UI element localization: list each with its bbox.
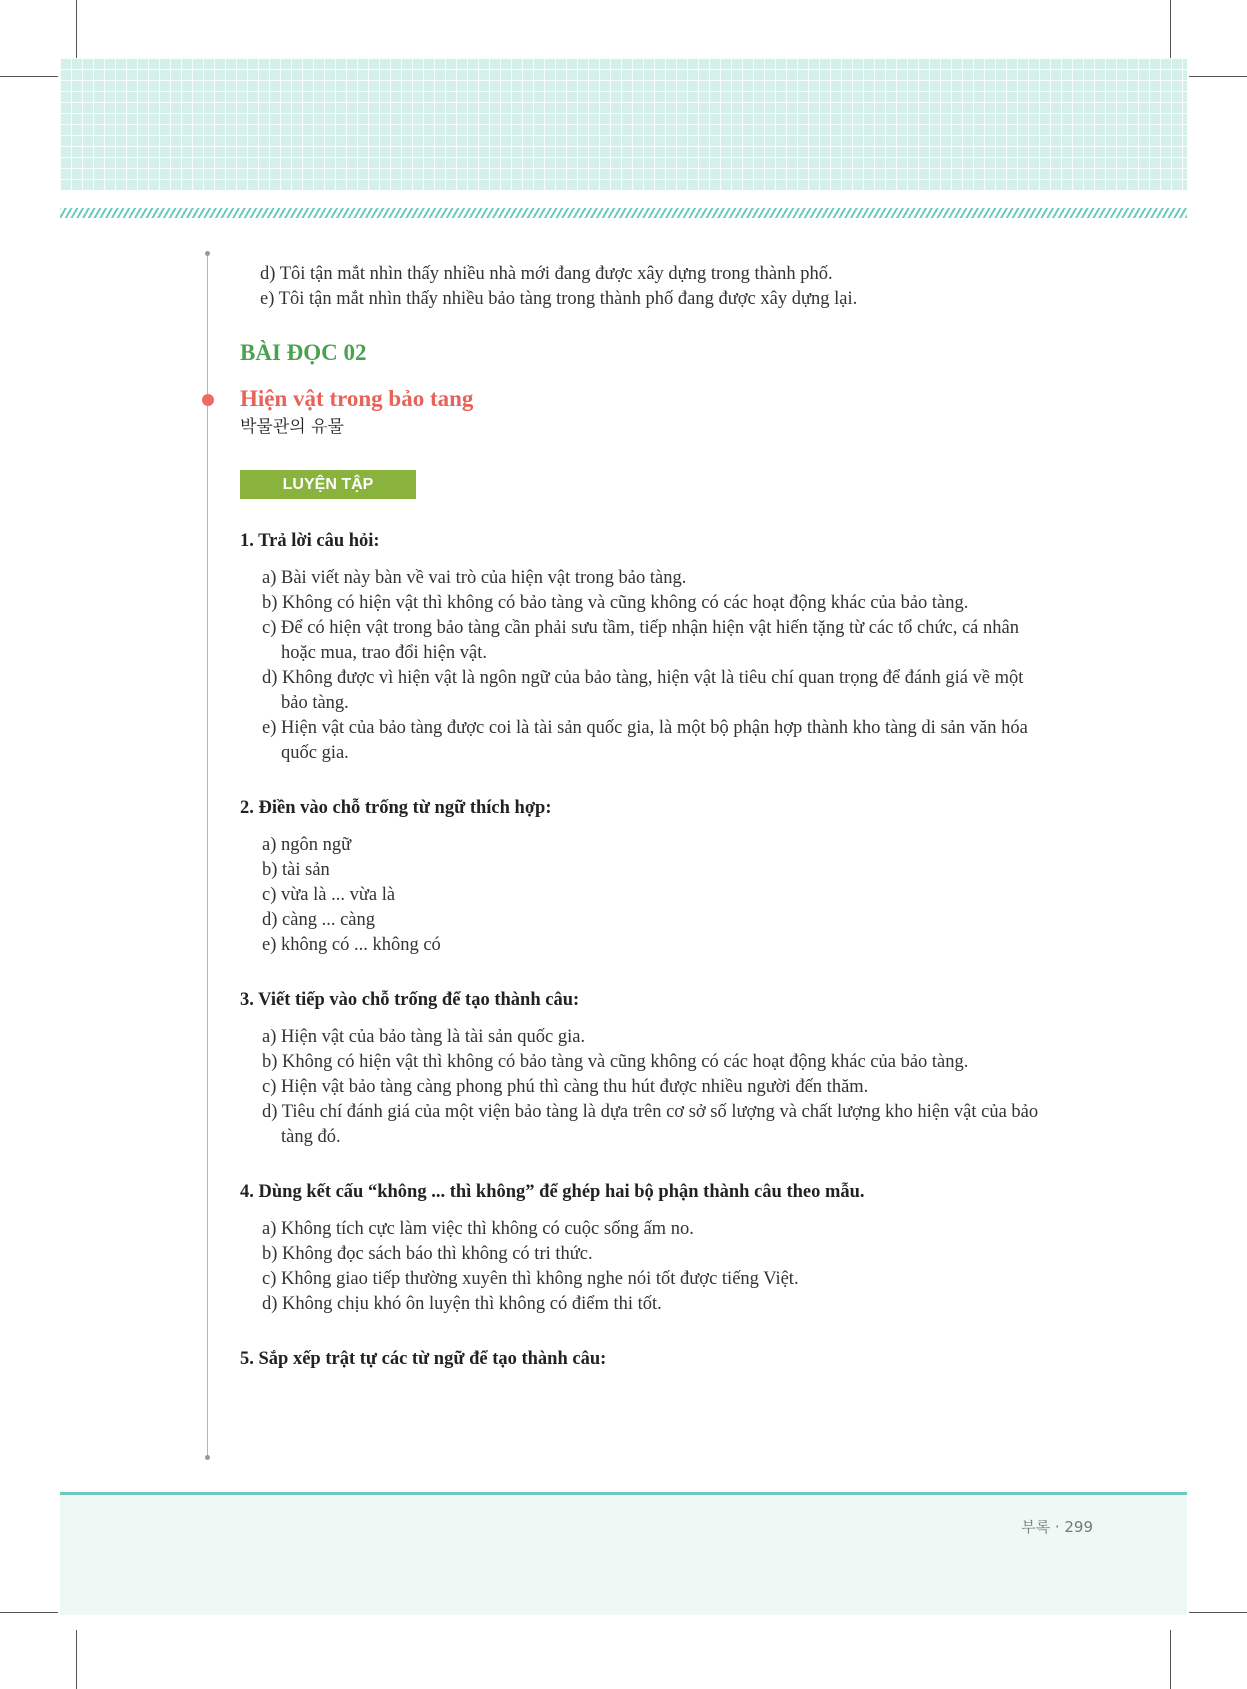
exercise-items [240, 833, 1040, 958]
exercise-items [240, 566, 1040, 766]
crop-mark-bottom-right-horizontal [1189, 1612, 1247, 1613]
section-title: BÀI ĐỌC 02 [240, 340, 367, 365]
side-rule-bottom-dot [205, 1455, 210, 1460]
exercise-item: b) Không có hiện vật thì không có bảo tàng và cũng không có các hoạt động khác của bảo tàng. [262, 1052, 969, 1072]
crop-mark-bottom-right-vertical [1170, 1630, 1171, 1689]
reading-title: Hiện vật trong bảo tang [240, 386, 474, 411]
exercise-items [240, 1025, 1040, 1150]
exercise-2 [240, 796, 1040, 958]
crop-mark-top-left-horizontal [0, 76, 58, 77]
exercise-item: e) Hiện vật của bảo tàng được coi là tài sản quốc gia, là một bộ phận hợp thành kho tàng di sản văn hóa quốc gia. [262, 718, 1028, 763]
footer-band [60, 1492, 1187, 1615]
intro-line: e) Tôi tận mắt nhìn thấy nhiều bảo tàng trong thành phố đang được xây dựng lại. [260, 289, 858, 309]
crop-mark-top-right-horizontal [1189, 76, 1247, 77]
side-rule [207, 253, 208, 1457]
intro-line: d) Tôi tận mắt nhìn thấy nhiều nhà mới đang được xây dựng trong thành phố. [260, 264, 833, 284]
exercise-item: a) Hiện vật của bảo tàng là tài sản quốc gia. [262, 1027, 586, 1047]
exercise-item: d) Không được vì hiện vật là ngôn ngữ của bảo tàng, hiện vật là tiêu chí quan trọng để đánh giá về một bảo tàng. [262, 668, 1024, 713]
exercise-5 [240, 1347, 1040, 1372]
exercise-item: c) Không giao tiếp thường xuyên thì không nghe nói tốt được tiếng Việt. [262, 1269, 799, 1289]
crop-mark-bottom-left-horizontal [0, 1612, 58, 1613]
side-rule-top-dot [205, 251, 210, 256]
practice-badge: LUYỆN TẬP [240, 470, 416, 499]
intro-lines [240, 262, 1040, 312]
exercise-items [240, 1217, 1040, 1317]
page-content [240, 262, 1040, 1372]
exercise-item: b) Không có hiện vật thì không có bảo tàng và cũng không có các hoạt động khác của bảo tàng. [262, 593, 969, 613]
reading-subtitle: 박물관의 유물 [240, 417, 344, 437]
crop-mark-bottom-left-vertical [76, 1630, 77, 1689]
exercise-4 [240, 1180, 1040, 1317]
crop-mark-top-right-vertical [1170, 0, 1171, 58]
exercise-item: a) Không tích cực làm việc thì không có cuộc sống ấm no. [262, 1219, 694, 1239]
exercise-item: a) ngôn ngữ [262, 835, 352, 855]
exercise-3 [240, 988, 1040, 1150]
crop-mark-top-left-vertical [76, 0, 77, 58]
exercise-item: d) Không chịu khó ôn luyện thì không có điểm thi tốt. [262, 1294, 662, 1314]
page-number: 부록 · 299 [1021, 1518, 1093, 1536]
reading-marker-dot [202, 394, 214, 406]
header-stripe-divider [60, 208, 1187, 218]
exercise-item: c) Hiện vật bảo tàng càng phong phú thì càng thu hút được nhiều người đến thăm. [262, 1077, 869, 1097]
exercise-item: b) tài sản [262, 860, 330, 880]
header-grid-band [60, 58, 1187, 190]
exercise-item: a) Bài viết này bàn về vai trò của hiện vật trong bảo tàng. [262, 568, 687, 588]
exercise-1 [240, 529, 1040, 766]
exercise-title: 3. Viết tiếp vào chỗ trống để tạo thành câu: [240, 990, 580, 1010]
exercise-item: c) Để có hiện vật trong bảo tàng cần phải sưu tầm, tiếp nhận hiện vật hiến tặng từ các tổ chức, cá nhân hoặc mua, trao đổi hiện vật. [262, 618, 1019, 663]
exercise-title: 4. Dùng kết cấu “không ... thì không” để ghép hai bộ phận thành câu theo mẫu. [240, 1182, 865, 1202]
exercise-item: d) càng ... càng [262, 910, 376, 930]
exercise-item: e) không có ... không có [262, 935, 441, 955]
exercise-item: b) Không đọc sách báo thì không có tri thức. [262, 1244, 593, 1264]
exercise-title: 5. Sắp xếp trật tự các từ ngữ để tạo thành câu: [240, 1349, 607, 1369]
exercise-title: 2. Điền vào chỗ trống từ ngữ thích hợp: [240, 798, 552, 818]
exercise-item: d) Tiêu chí đánh giá của một viện bảo tàng là dựa trên cơ sở số lượng và chất lượng kho hiện vật của bảo tàng đó. [262, 1102, 1039, 1147]
exercise-item: c) vừa là ... vừa là [262, 885, 396, 905]
exercise-title: 1. Trả lời câu hỏi: [240, 531, 380, 551]
